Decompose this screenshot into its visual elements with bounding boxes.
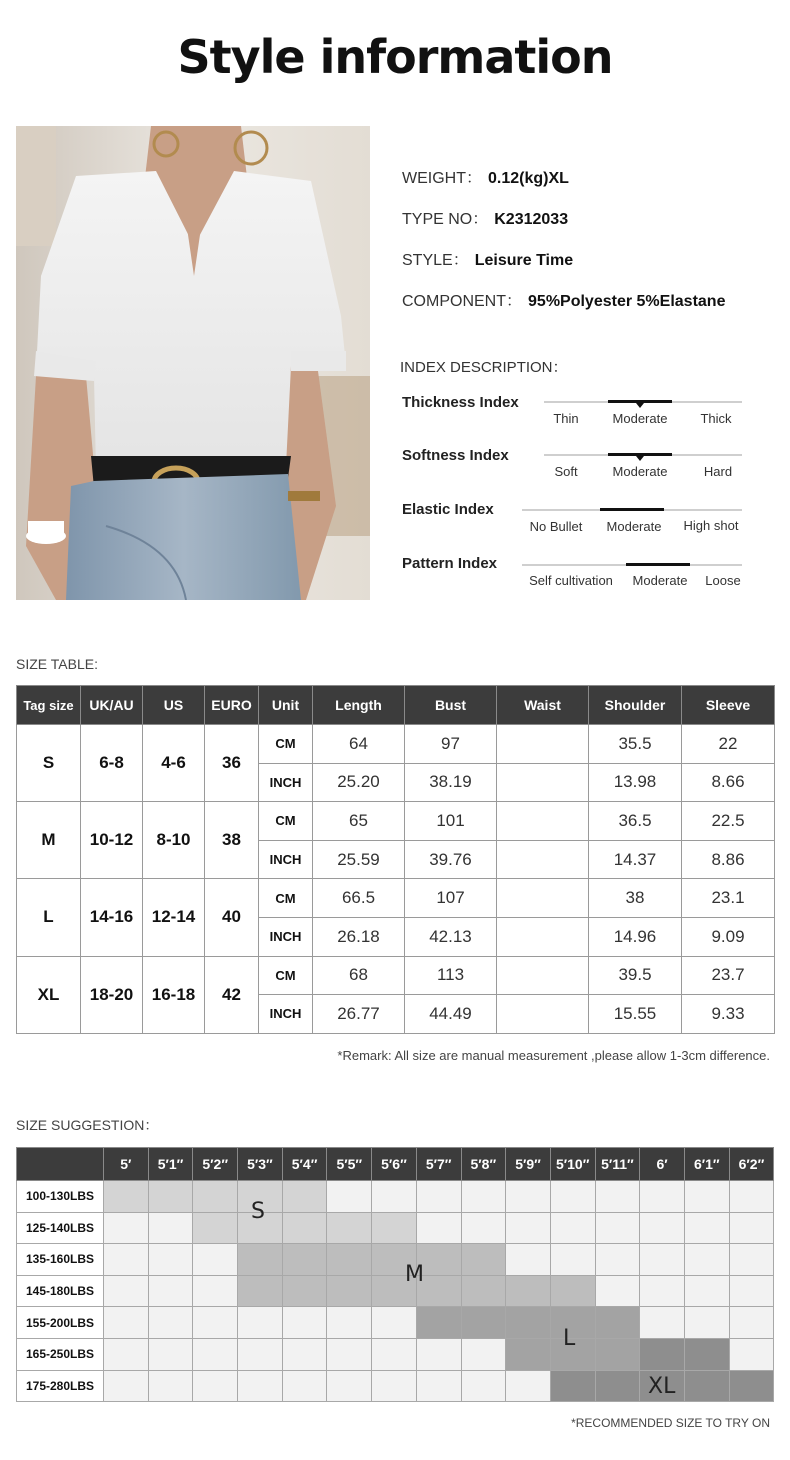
euro-cell: 36 [205,725,259,802]
bust-cell: 97 [405,725,497,764]
empty-cell [193,1307,238,1339]
zone-cell-m [550,1275,595,1307]
empty-cell [729,1275,774,1307]
zone-cell-m [327,1275,372,1307]
shoulder-cell: 38 [589,879,682,918]
size-table-label: SIZE TABLE: [16,656,98,672]
softness-option-soft: Soft [554,464,578,479]
length-cell: 26.18 [313,917,405,956]
empty-cell [238,1307,283,1339]
empty-cell [640,1307,685,1339]
sleeve-cell: 9.09 [682,917,775,956]
empty-cell [506,1181,551,1213]
zone-cell-s [282,1212,327,1244]
waist-cell [497,763,589,802]
empty-cell [640,1244,685,1276]
suggestion-corner [17,1148,104,1181]
size-row-l-cm [17,879,775,918]
empty-cell [684,1244,729,1276]
unit-cell: CM [259,802,313,841]
suggestion-row [17,1212,774,1244]
bust-cell: 113 [405,956,497,995]
shoulder-cell: 35.5 [589,725,682,764]
bust-cell: 38.19 [405,763,497,802]
zone-label-s: S [251,1199,265,1224]
softness-index-label: Softness Index [402,447,509,464]
pattern-option-loose: Loose [705,573,741,588]
size-row-m-cm [17,802,775,841]
waist-cell [497,802,589,841]
zone-cell-s [193,1181,238,1213]
unit-cell: CM [259,879,313,918]
empty-cell [193,1370,238,1402]
zone-cell-s [104,1181,149,1213]
zone-cell-xl [550,1370,595,1402]
unit-cell: CM [259,956,313,995]
empty-cell [148,1212,193,1244]
pattern-option-moderate: Moderate [632,573,688,588]
empty-cell [461,1370,506,1402]
info-style: STYLE： Leisure Time [402,252,574,269]
zone-cell-m [282,1275,327,1307]
shoulder-cell: 39.5 [589,956,682,995]
col-tag-size: Tag size [17,686,81,725]
empty-cell [461,1212,506,1244]
height-header: 5′3″ [238,1148,283,1181]
col-euro: EURO [205,686,259,725]
zone-cell-l [506,1338,551,1370]
zone-cell-s [282,1181,327,1213]
empty-cell [104,1338,149,1370]
softness-index-marker [636,456,644,461]
thickness-option-moderate: Moderate [612,411,668,426]
tag-size-cell: M [17,802,81,879]
length-cell: 68 [313,956,405,995]
tag-size-cell: S [17,725,81,802]
height-header: 5′5″ [327,1148,372,1181]
suggestion-row [17,1338,774,1370]
height-header: 5′1″ [148,1148,193,1181]
height-header: 5′7″ [416,1148,461,1181]
suggestion-row [17,1181,774,1213]
pattern-index-selected-bar [626,563,690,566]
col-us: US [143,686,205,725]
waist-cell [497,840,589,879]
sleeve-cell: 23.1 [682,879,775,918]
waist-cell [497,917,589,956]
shoulder-cell: 15.55 [589,995,682,1034]
zone-cell-s [148,1181,193,1213]
sleeve-cell: 23.7 [682,956,775,995]
uk-au-cell: 18-20 [81,956,143,1033]
info-component: COMPONENT： 95%Polyester 5%Elastane [402,293,726,310]
info-weight: WEIGHT： 0.12(kg)XL [402,170,569,187]
zone-cell-s [193,1212,238,1244]
empty-cell [104,1212,149,1244]
page-title: Style information [177,30,613,84]
height-header: 6′2″ [729,1148,774,1181]
waist-cell [497,879,589,918]
empty-cell [506,1244,551,1276]
empty-cell [148,1338,193,1370]
unit-cell: INCH [259,995,313,1034]
us-cell: 4-6 [143,725,205,802]
height-header: 5′4″ [282,1148,327,1181]
empty-cell [461,1338,506,1370]
size-table-header [17,686,775,725]
height-header: 6′1″ [684,1148,729,1181]
height-header: 5′9″ [506,1148,551,1181]
empty-cell [416,1338,461,1370]
col-unit: Unit [259,686,313,725]
height-header: 5′8″ [461,1148,506,1181]
elastic-index-selected-bar [600,508,664,511]
col-uk-au: UK/AU [81,686,143,725]
empty-cell [282,1307,327,1339]
height-header: 5′10″ [550,1148,595,1181]
index-description-heading: INDEX DESCRIPTION： [400,359,568,376]
empty-cell [104,1307,149,1339]
zone-cell-l [416,1307,461,1339]
sleeve-cell: 8.66 [682,763,775,802]
empty-cell [595,1212,640,1244]
zone-label-xl: XL [648,1374,676,1399]
zone-cell-m [506,1275,551,1307]
length-cell: 65 [313,802,405,841]
empty-cell [684,1212,729,1244]
empty-cell [148,1307,193,1339]
length-cell: 64 [313,725,405,764]
length-cell: 25.20 [313,763,405,802]
us-cell: 8-10 [143,802,205,879]
empty-cell [148,1370,193,1402]
thickness-index-label: Thickness Index [402,394,519,411]
zone-cell-m [461,1275,506,1307]
length-cell: 66.5 [313,879,405,918]
col-bust: Bust [405,686,497,725]
zone-cell-l [595,1338,640,1370]
zone-cell-m [238,1275,283,1307]
empty-cell [729,1181,774,1213]
empty-cell [729,1212,774,1244]
zone-label-m: M [405,1262,424,1287]
unit-cell: INCH [259,763,313,802]
empty-cell [327,1307,372,1339]
empty-cell [640,1275,685,1307]
sleeve-cell: 8.86 [682,840,775,879]
us-cell: 12-14 [143,879,205,956]
empty-cell [684,1307,729,1339]
softness-option-moderate: Moderate [612,464,668,479]
bust-cell: 44.49 [405,995,497,1034]
empty-cell [372,1338,417,1370]
elastic-option-no-bullet: No Bullet [529,519,583,534]
empty-cell [729,1338,774,1370]
col-length: Length [313,686,405,725]
empty-cell [282,1338,327,1370]
euro-cell: 40 [205,879,259,956]
sleeve-cell: 22.5 [682,802,775,841]
empty-cell [104,1370,149,1402]
empty-cell [684,1275,729,1307]
bust-cell: 107 [405,879,497,918]
softness-option-hard: Hard [703,464,733,479]
zone-cell-m [461,1244,506,1276]
empty-cell [684,1181,729,1213]
empty-cell [282,1370,327,1402]
weight-label: 155-200LBS [17,1307,104,1339]
elastic-option-moderate: Moderate [606,519,662,534]
zone-cell-m [282,1244,327,1276]
empty-cell [595,1181,640,1213]
height-header: 6′ [640,1148,685,1181]
col-waist: Waist [497,686,589,725]
empty-cell [595,1275,640,1307]
col-shoulder: Shoulder [589,686,682,725]
uk-au-cell: 10-12 [81,802,143,879]
shoulder-cell: 36.5 [589,802,682,841]
size-row-xl-cm [17,956,775,995]
suggestion-row [17,1275,774,1307]
bust-cell: 42.13 [405,917,497,956]
shoulder-cell: 13.98 [589,763,682,802]
empty-cell [640,1212,685,1244]
zone-cell-xl [729,1370,774,1402]
zone-cell-xl [684,1370,729,1402]
empty-cell [148,1244,193,1276]
empty-cell [461,1181,506,1213]
size-suggestion-table [16,1147,774,1402]
pattern-option-self-cultivation: Self cultivation [529,573,613,588]
thickness-option-thick: Thick [700,411,732,426]
empty-cell [640,1181,685,1213]
empty-cell [729,1307,774,1339]
size-row-s-cm [17,725,775,764]
empty-cell [372,1370,417,1402]
empty-cell [506,1212,551,1244]
empty-cell [729,1244,774,1276]
empty-cell [550,1212,595,1244]
uk-au-cell: 6-8 [81,725,143,802]
empty-cell [238,1338,283,1370]
pattern-index-label: Pattern Index [402,555,498,572]
empty-cell [104,1275,149,1307]
weight-label: 165-250LBS [17,1338,104,1370]
uk-au-cell: 14-16 [81,879,143,956]
height-header: 5′ [104,1148,149,1181]
empty-cell [104,1244,149,1276]
length-cell: 25.59 [313,840,405,879]
empty-cell [550,1181,595,1213]
zone-label-l: L [563,1326,576,1351]
measurement-remark: *Remark: All size are manual measurement ,please allow 1-3cm difference. [337,1048,770,1063]
zone-cell-s [327,1212,372,1244]
empty-cell [372,1307,417,1339]
zone-cell-s [372,1212,417,1244]
empty-cell [193,1275,238,1307]
waist-cell [497,956,589,995]
zone-cell-m [238,1244,283,1276]
zone-cell-xl [684,1338,729,1370]
empty-cell [416,1370,461,1402]
weight-label: 175-280LBS [17,1370,104,1402]
zone-cell-xl [640,1338,685,1370]
product-photo [16,126,370,600]
unit-cell: INCH [259,917,313,956]
zone-cell-l [461,1307,506,1339]
euro-cell: 42 [205,956,259,1033]
shoulder-cell: 14.37 [589,840,682,879]
empty-cell [327,1181,372,1213]
empty-cell [193,1338,238,1370]
weight-label: 135-160LBS [17,1244,104,1276]
weight-label: 100-130LBS [17,1181,104,1213]
empty-cell [550,1244,595,1276]
elastic-option-high-shot: High shot [683,518,739,533]
zone-cell-m [327,1244,372,1276]
height-header: 5′2″ [193,1148,238,1181]
empty-cell [193,1244,238,1276]
height-header: 5′6″ [372,1148,417,1181]
suggestion-row [17,1307,774,1339]
zone-cell-l [506,1307,551,1339]
col-sleeve: Sleeve [682,686,775,725]
suggestion-header [17,1148,774,1181]
empty-cell [327,1338,372,1370]
waist-cell [497,995,589,1034]
empty-cell [416,1181,461,1213]
empty-cell [372,1181,417,1213]
empty-cell [506,1370,551,1402]
height-header: 5′11″ [595,1148,640,1181]
sleeve-cell: 22 [682,725,775,764]
size-suggestion-label: SIZE SUGGESTION： [16,1117,159,1133]
bust-cell: 101 [405,802,497,841]
elastic-index-label: Elastic Index [402,501,494,518]
info-type-no: TYPE NO： K2312033 [402,211,569,228]
empty-cell [416,1212,461,1244]
empty-cell [327,1370,372,1402]
length-cell: 26.77 [313,995,405,1034]
empty-cell [148,1275,193,1307]
unit-cell: INCH [259,840,313,879]
zone-cell-l [595,1307,640,1339]
recommended-note: *RECOMMENDED SIZE TO TRY ON [571,1416,770,1430]
bust-cell: 39.76 [405,840,497,879]
weight-label: 145-180LBS [17,1275,104,1307]
thickness-option-thin: Thin [553,411,579,426]
size-table [16,685,775,1034]
zone-cell-xl [595,1370,640,1402]
sleeve-cell: 9.33 [682,995,775,1034]
weight-label: 125-140LBS [17,1212,104,1244]
empty-cell [238,1370,283,1402]
unit-cell: CM [259,725,313,764]
tag-size-cell: XL [17,956,81,1033]
waist-cell [497,725,589,764]
empty-cell [595,1244,640,1276]
suggestion-row [17,1244,774,1276]
shoulder-cell: 14.96 [589,917,682,956]
euro-cell: 38 [205,802,259,879]
us-cell: 16-18 [143,956,205,1033]
thickness-index-marker [636,403,644,408]
tag-size-cell: L [17,879,81,956]
